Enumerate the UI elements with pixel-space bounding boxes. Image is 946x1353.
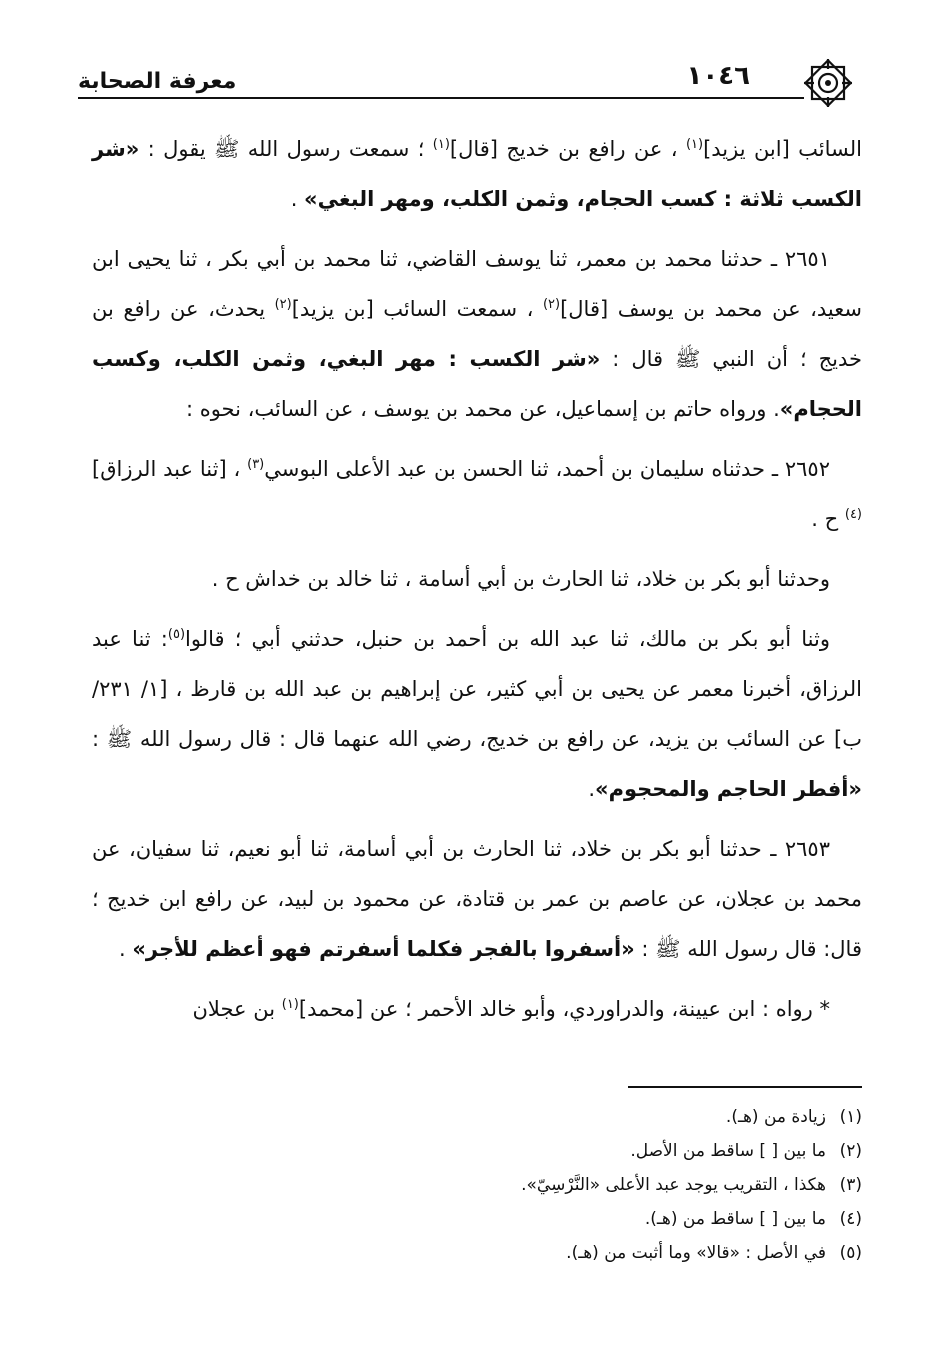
- hadith-2652: [92, 444, 862, 544]
- hadith-2653: [92, 824, 862, 974]
- hadith-quote: «أفطر الحاجم والمحجوم»: [595, 777, 862, 801]
- text-segment: السائب [ابن يزيد]: [703, 137, 863, 161]
- text-segment: .: [118, 937, 133, 961]
- footnote-number: (٤): [839, 1209, 862, 1229]
- text-segment: يحدث، عن رافع بن خديج ؛ أن النبي ﷺ قال :: [92, 297, 862, 371]
- footnote-ref: (١): [685, 137, 704, 152]
- footnote-number: (٢): [839, 1141, 862, 1161]
- footnote-text: زيادة من (هـ).: [725, 1107, 826, 1127]
- text-segment: ، [ثنا عبد الرزاق]: [92, 457, 248, 481]
- footnote-number: (١): [839, 1107, 862, 1127]
- text-segment: * رواه : ابن عيينة، والدراوردي، وأبو خالد الأحمر ؛ عن [محمد]: [298, 997, 830, 1021]
- page-header: [78, 55, 862, 101]
- page-number: ١٠٤٦: [686, 61, 750, 91]
- book-title: معرفة الصحابة: [78, 69, 237, 94]
- footnote-ref: (١): [281, 997, 299, 1012]
- footnotes: [380, 1100, 862, 1270]
- footnote-number: (٣): [839, 1175, 862, 1195]
- hadith-quote: «شر الكسب : مهر البغي، وثمن الكلب، وكسب الحجام»: [92, 347, 862, 421]
- footnote-item: [380, 1168, 862, 1202]
- text-segment: ، سمعت السائب [بن يزيد]: [291, 297, 543, 321]
- header-rule: [78, 97, 804, 99]
- text-segment: ؛ سمعت رسول الله ﷺ يقول :: [139, 137, 433, 161]
- hadith-quote: «شر الكسب ثلاثة : كسب الحجام، وثمن الكلب، ومهر البغي»: [92, 137, 862, 211]
- text-segment: ٢٦٥٣ ـ حدثنا أبو بكر بن خلاد، ثنا الحارث بن أبي أسامة، ثنا أبو نعيم، ثنا سفيان، عن محمد بن عجلان، عن عاصم بن عمر بن قتادة، عن محمود بن لبيد، عن رافع ابن خديج ؛ قال: قال رسول الله ﷺ :: [92, 837, 862, 961]
- text-segment: ح .: [811, 507, 845, 531]
- footnote-item: [380, 1202, 862, 1236]
- text-segment: وثنا أبو بكر بن مالك، ثنا عبد الله بن أحمد بن حنبل، حدثني أبي ؛ قالوا: [185, 627, 830, 651]
- footnote-text: ما بين [ ] ساقط من (هـ).: [644, 1209, 826, 1229]
- footnote-text: ما بين [ ] ساقط من الأصل.: [630, 1141, 826, 1161]
- footnote-item: [380, 1236, 862, 1270]
- footnote-ref: (٢): [542, 297, 561, 312]
- octagonal-star-ornament-icon: [800, 55, 856, 111]
- footnote-text: هكذا ، التقريب يوجد عبد الأعلى «النَّرْسِيّ».: [521, 1175, 826, 1195]
- text-segment: .: [588, 777, 596, 801]
- main-text: [92, 124, 862, 1044]
- text-segment: ٢٦٥٢ ـ حدثناه سليمان بن أحمد، ثنا الحسن بن عبد الأعلى البوسي: [264, 457, 830, 481]
- footnote-ref: (١): [432, 137, 450, 152]
- text-segment: .: [290, 187, 305, 211]
- narration-note: [92, 984, 862, 1034]
- text-segment: ، عن رافع بن خديج [قال]: [449, 137, 686, 161]
- paragraph-continuation: [92, 124, 862, 224]
- text-segment: بن عجلان: [192, 997, 282, 1021]
- isnad-chain: [92, 614, 862, 814]
- footnote-ref: (٣): [247, 457, 265, 472]
- footnote-ref: (٢): [274, 297, 292, 312]
- isnad-chain: [92, 554, 862, 604]
- footnote-number: (٥): [839, 1243, 862, 1263]
- footnote-ref: (٥): [167, 627, 186, 642]
- text-segment: ٢٦٥١ ـ حدثنا محمد بن معمر، ثنا يوسف القاضي، ثنا محمد بن أبي بكر ، ثنا يحيى ابن سعيد، عن محمد بن يوسف [قال]: [92, 247, 862, 321]
- footnote-item: [380, 1134, 862, 1168]
- footnote-item: [380, 1100, 862, 1134]
- text-segment: وحدثنا أبو بكر بن خلاد، ثنا الحارث بن أبي أسامة ، ثنا خالد بن خداش ح .: [211, 567, 830, 591]
- text-segment: . ورواه حاتم بن إسماعيل، عن محمد بن يوسف ، عن السائب، نحوه :: [185, 397, 780, 421]
- text-segment: : ثنا عبد الرزاق، أخبرنا معمر عن يحيى بن أبي كثير، عن إبراهيم بن عبد الله بن قارظ ، [١/ ٢٣١/ ب] عن السائب بن يزيد، عن رافع بن خديج، رضي الله عنهما قال : قال رسول الله ﷺ :: [92, 627, 862, 751]
- hadith-2651: [92, 234, 862, 434]
- footnote-text: في الأصل : «قالا» وما أثبت من (هـ).: [566, 1243, 826, 1263]
- footnote-ref: (٤): [844, 507, 862, 522]
- hadith-quote: «أسفروا بالفجر فكلما أسفرتم فهو أعظم للأجر»: [132, 937, 635, 961]
- footnote-separator: [628, 1086, 862, 1088]
